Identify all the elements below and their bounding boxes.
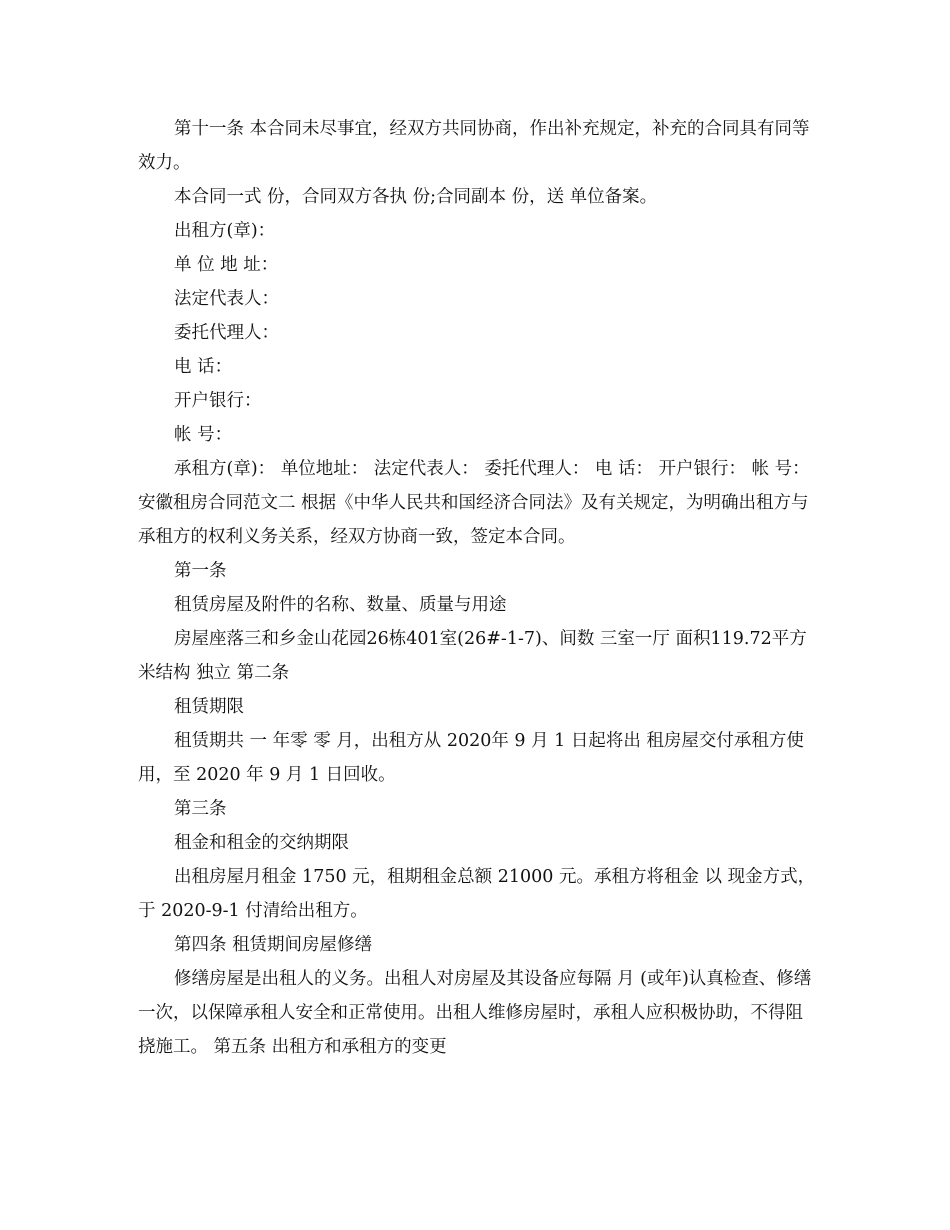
lessor-legal-rep-line: 法定代表人： xyxy=(174,289,279,309)
lease-term-paragraph: 租赁期共 一 年零 零 月，出租方从 2020年 9 月 1 日起将出 租房屋交付承租方使用，至 2020 年 9 月 1 日回收。 xyxy=(138,731,804,785)
lessor-bank-line: 开户银行： xyxy=(174,391,262,411)
lessor-address-line: 单 位 地 址： xyxy=(174,255,279,275)
property-details-paragraph: 房屋座落三和乡金山花园26栋401室(26#-1-7)、间数 三室一厅 面积119.72平方米结构 独立 第二条 xyxy=(138,629,807,683)
template-two-intro-paragraph: 安徽租房合同范文二 根据《中华人民共和国经济合同法》及有关规定，为明确出租方与承租方的权利义务关系，经双方协商一致，签定本合同。 xyxy=(138,493,809,547)
document-body xyxy=(138,112,818,1064)
lessor-account-line: 帐 号： xyxy=(174,425,233,445)
lessor-agent-line: 委托代理人： xyxy=(174,323,279,343)
rent-payment-paragraph: 出租房屋月租金 1750 元，租期租金总额 21000 元。承租方将租金 以 现金方式，于 2020-9-1 付清给出租方。 xyxy=(138,867,816,921)
lessor-phone-line: 电 话： xyxy=(174,357,233,377)
repair-obligation-paragraph: 修缮房屋是出租人的义务。出租人对房屋及其设备应每隔 月 (或年)认真检查、修缮一次，以保障承租人安全和正常使用。出租人维修房屋时，承租人应积极协助，不得阻挠施工。 第五条 出租方和承租方的变更 xyxy=(138,969,812,1057)
article-4-heading: 第四条 租赁期间房屋修缮 xyxy=(174,935,373,955)
article-2-title: 租赁期限 xyxy=(174,697,244,717)
article-1-heading: 第一条 xyxy=(174,561,227,581)
lessee-info-paragraph: 承租方(章)： 单位地址： 法定代表人： 委托代理人： 电 话： 开户银行： 帐 号： xyxy=(174,459,810,479)
article-3-title: 租金和租金的交纳期限 xyxy=(174,833,349,853)
article-1-title: 租赁房屋及附件的名称、数量、质量与用途 xyxy=(174,595,507,615)
article-3-heading: 第三条 xyxy=(174,799,227,819)
article-11-paragraph: 第十一条 本合同未尽事宜，经双方共同协商，作出补充规定，补充的合同具有同等效力。 xyxy=(138,119,810,173)
lessor-seal-line: 出租方(章)： xyxy=(174,221,276,241)
copies-paragraph: 本合同一式 份，合同双方各执 份;合同副本 份，送 单位备案。 xyxy=(174,187,658,207)
